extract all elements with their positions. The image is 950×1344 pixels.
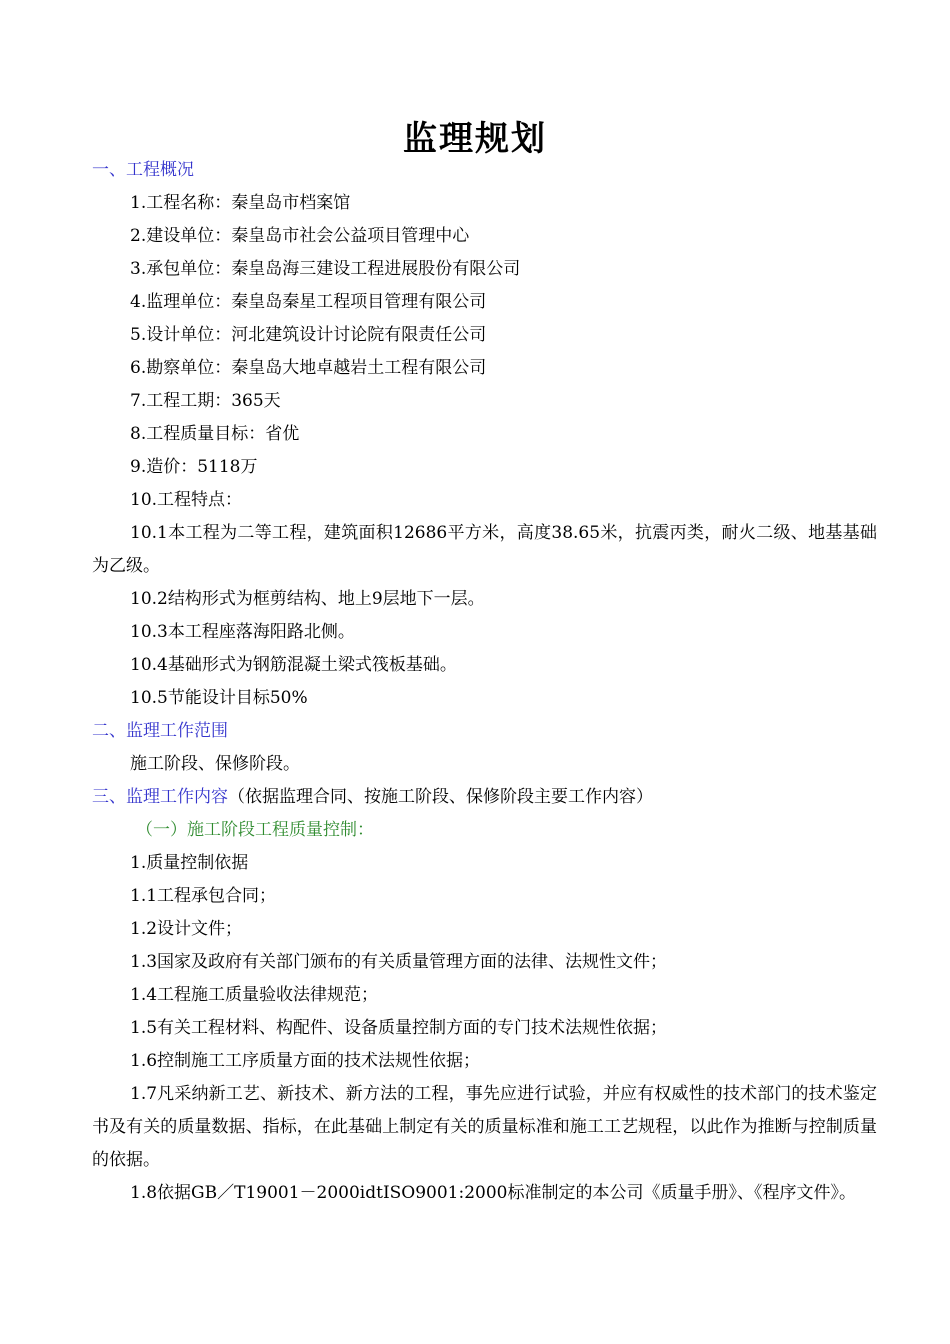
feature-paragraph: 10.1本工程为二等工程，建筑面积12686平方米，高度38.65米，抗震丙类，耐火二级、地基基础为乙级。 (92, 523, 877, 576)
overview-item: 8.工程质量目标：省优 (130, 424, 300, 444)
overview-item: 2.建设单位：秦皇岛市社会公益项目管理中心 (130, 226, 470, 246)
basis-paragraph: 1.7凡采纳新工艺、新技术、新方法的工程，事先应进行试验，并应有权威性的技术部门的技术鉴定书及有关的质量数据、指标，在此基础上制定有关的质量标准和施工工艺规程，以此作为推断与控制质量的依据。 (92, 1084, 877, 1170)
scope-content: 施工阶段、保修阶段。 (130, 754, 300, 774)
basis-title: 1.质量控制依据 (130, 853, 249, 873)
section-heading-note: （依据监理合同、按施工阶段、保修阶段主要工作内容） (228, 787, 653, 807)
overview-item: 10.工程特点： (130, 490, 243, 510)
basis-item: 1.6控制施工工序质量方面的技术法规性依据； (130, 1051, 481, 1071)
basis-item: 1.3国家及政府有关部门颁布的有关质量管理方面的法律、法规性文件； (130, 952, 668, 972)
subheading-quality-control: （一）施工阶段工程质量控制： (136, 820, 374, 840)
feature-item: 10.5节能设计目标50% (130, 688, 308, 708)
feature-item: 10.3本工程座落海阳路北侧。 (130, 622, 355, 642)
section-heading-content-row (92, 781, 877, 814)
page-title: 监理规划 (403, 119, 547, 159)
feature-item: 10.4基础形式为钢筋混凝土梁式筏板基础。 (130, 655, 457, 675)
basis-item: 1.2设计文件； (130, 919, 243, 939)
overview-item: 6.勘察单位：秦皇岛大地卓越岩土工程有限公司 (130, 358, 487, 378)
basis-paragraph: 1.8依据GB／T19001－2000idtISO9001:2000标准制定的本公司《质量手册》、《程序文件》。 (130, 1183, 856, 1203)
overview-item: 3.承包单位：秦皇岛海三建设工程进展股份有限公司 (130, 259, 521, 279)
section-heading-scope: 二、监理工作范围 (92, 721, 228, 741)
basis-item: 1.1工程承包合同； (130, 886, 277, 906)
document-body (92, 154, 877, 1210)
overview-item: 1.工程名称：秦皇岛市档案馆 (130, 193, 351, 213)
overview-item: 4.监理单位：秦皇岛秦星工程项目管理有限公司 (130, 292, 487, 312)
basis-item: 1.5有关工程材料、构配件、设备质量控制方面的专门技术法规性依据； (130, 1018, 668, 1038)
basis-item: 1.4工程施工质量验收法律规范； (130, 985, 379, 1005)
overview-item: 5.设计单位：河北建筑设计讨论院有限责任公司 (130, 325, 487, 345)
section-heading-overview: 一、工程概况 (92, 160, 194, 180)
feature-item: 10.2结构形式为框剪结构、地上9层地下一层。 (130, 589, 485, 609)
overview-item: 9.造价：5118万 (130, 457, 258, 477)
section-heading-content: 三、监理工作内容 (92, 787, 228, 807)
overview-item: 7.工程工期：365天 (130, 391, 281, 411)
